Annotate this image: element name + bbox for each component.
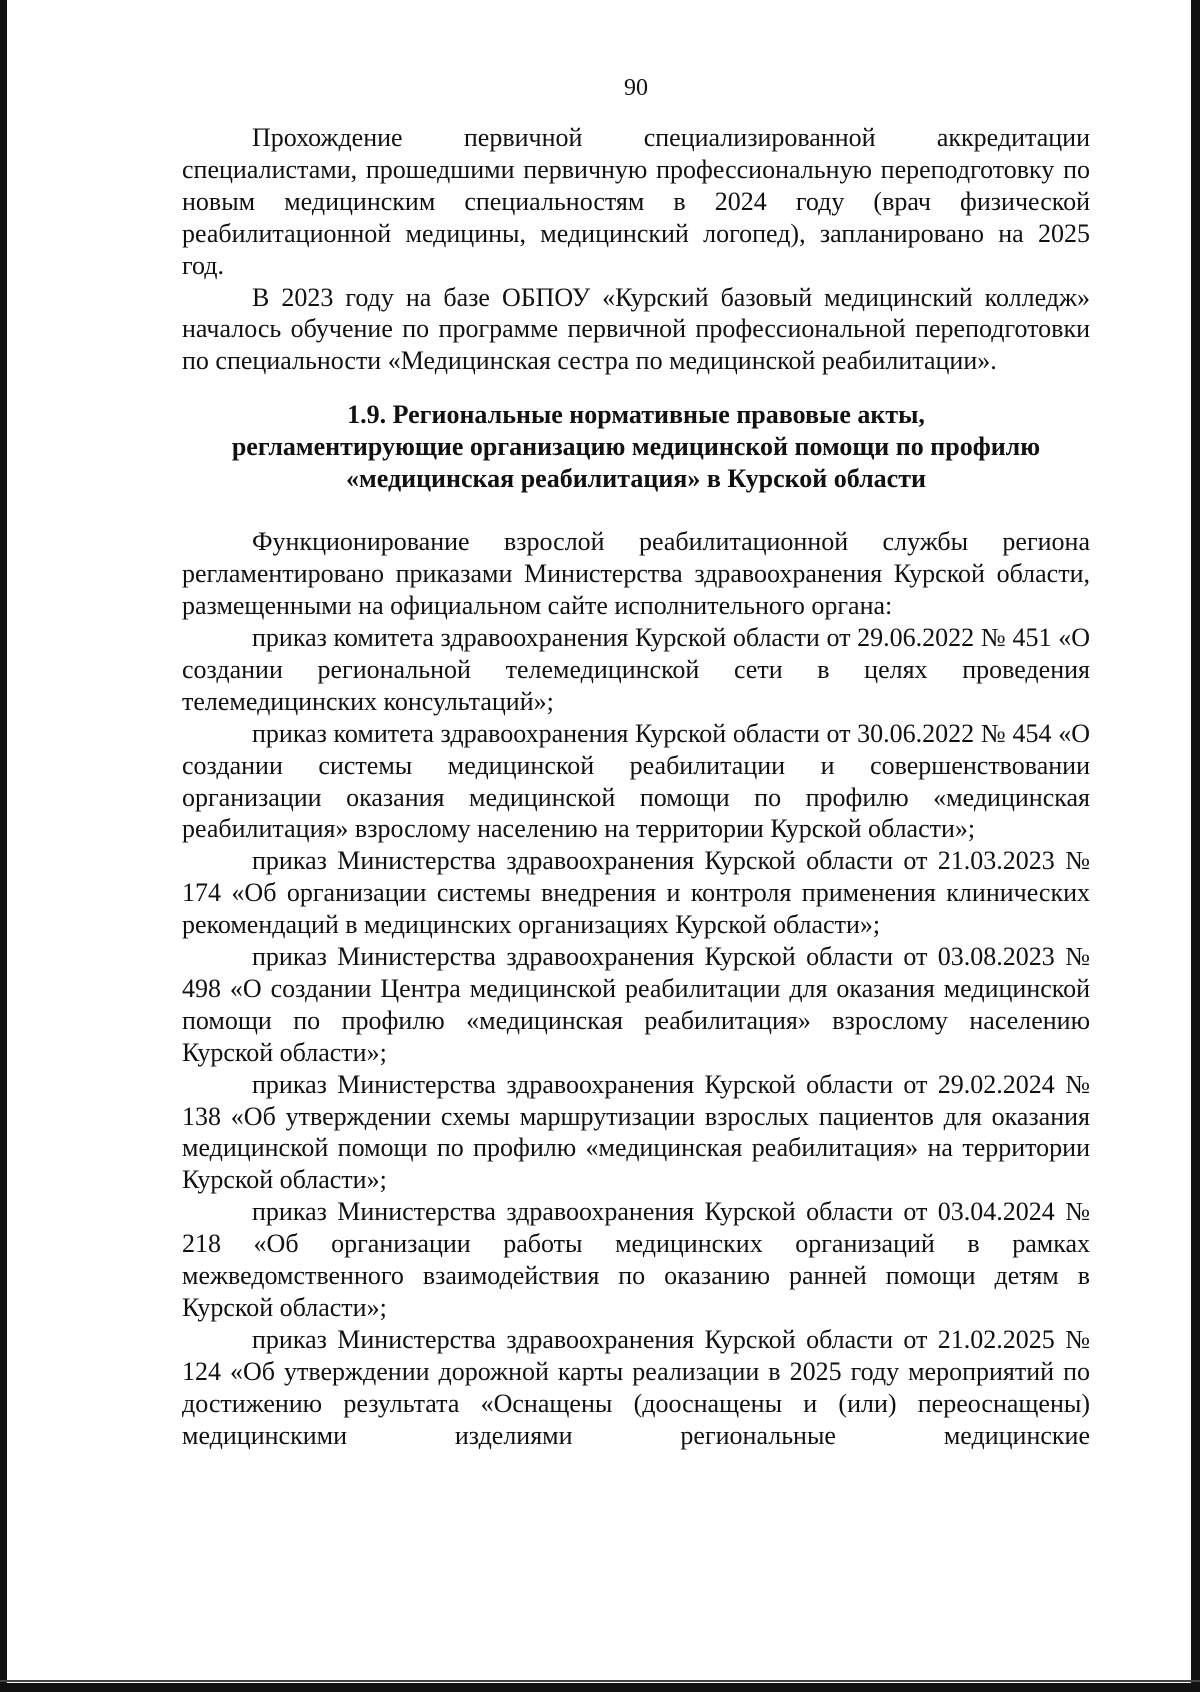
scan-border-right [1191,0,1200,1692]
order-item: приказ Министерства здравоохранения Курской области от 21.03.2023 № 174 «Об организации системы внедрения и контроля применения клинических рекомендаций в медицинских организациях Курской области»; [182,846,1090,940]
order-item: приказ Министерства здравоохранения Курской области от 29.02.2024 № 138 «Об утверждении схемы маршрутизации взрослых пациентов для оказания медицинской помощи по профилю «медицинская реабилитация» на территории Курской области»; [182,1069,1090,1195]
scan-border-bottom [0,1683,1200,1692]
scan-border-left [0,0,7,1692]
section-heading-line: 1.9. Региональные нормативные правовые акты, [347,400,925,430]
document-body [182,74,1090,1452]
page-number: 90 [624,75,648,101]
order-item: приказ комитета здравоохранения Курской области от 30.06.2022 № 454 «О создании системы медицинской реабилитации и совершенствовании организации оказания медицинской помощи по профилю «медицинская реабилитация» взрослому населению на территории Курской области»; [182,718,1090,844]
section-heading [182,399,1090,495]
section-heading-line: «медицинская реабилитация» в Курской области [346,464,926,494]
intro-paragraph-college: В 2023 году на базе ОБПОУ «Курский базовый медицинский колледж» началось обучение по программе первичной профессиональной переподготовки по специальности «Медицинская сестра по медицинской реабилитации». [182,282,1090,376]
scan-border-bottom-line [0,1680,1200,1682]
order-item: приказ Министерства здравоохранения Курской области от 03.04.2024 № 218 «Об организации работы медицинских организаций в рамках межведомственного взаимодействия по оказанию ранней помощи детям в Курской области»; [182,1197,1090,1322]
section-lead-paragraph: Функционирование взрослой реабилитационной службы региона регламентировано приказами Министерства здравоохранения Курской области, размещенными на официальном сайте исполнительного органа: [182,527,1090,621]
order-item: приказ комитета здравоохранения Курской области от 29.06.2022 № 451 «О создании региональной телемедицинской сети в целях проведения телемедицинских консультаций»; [182,622,1090,716]
intro-paragraph-accreditation: Прохождение первичной специализированной аккредитации специалистами, прошедшими первичную профессиональную переподготовку по новым медицинским специальностям в 2024 году (врач физической реабилитационной медицины, медицинский логопед), запланировано на 2025 год. [182,123,1090,280]
order-item: приказ Министерства здравоохранения Курской области от 03.08.2023 № 498 «О создании Центра медицинской реабилитации для оказания медицинской помощи по профилю «медицинская реабилитация» взрослому населению Курской области»; [182,942,1090,1067]
order-item: приказ Министерства здравоохранения Курской области от 21.02.2025 № 124 «Об утверждении дорожной карты реализации в 2025 году мероприятий по достижению результата «Оснащены (дооснащены и (или) переоснащены) медицинскими изделиями региональные медицинские [182,1324,1090,1450]
section-heading-line: регламентирующие организацию медицинской помощи по профилю [231,432,1041,462]
